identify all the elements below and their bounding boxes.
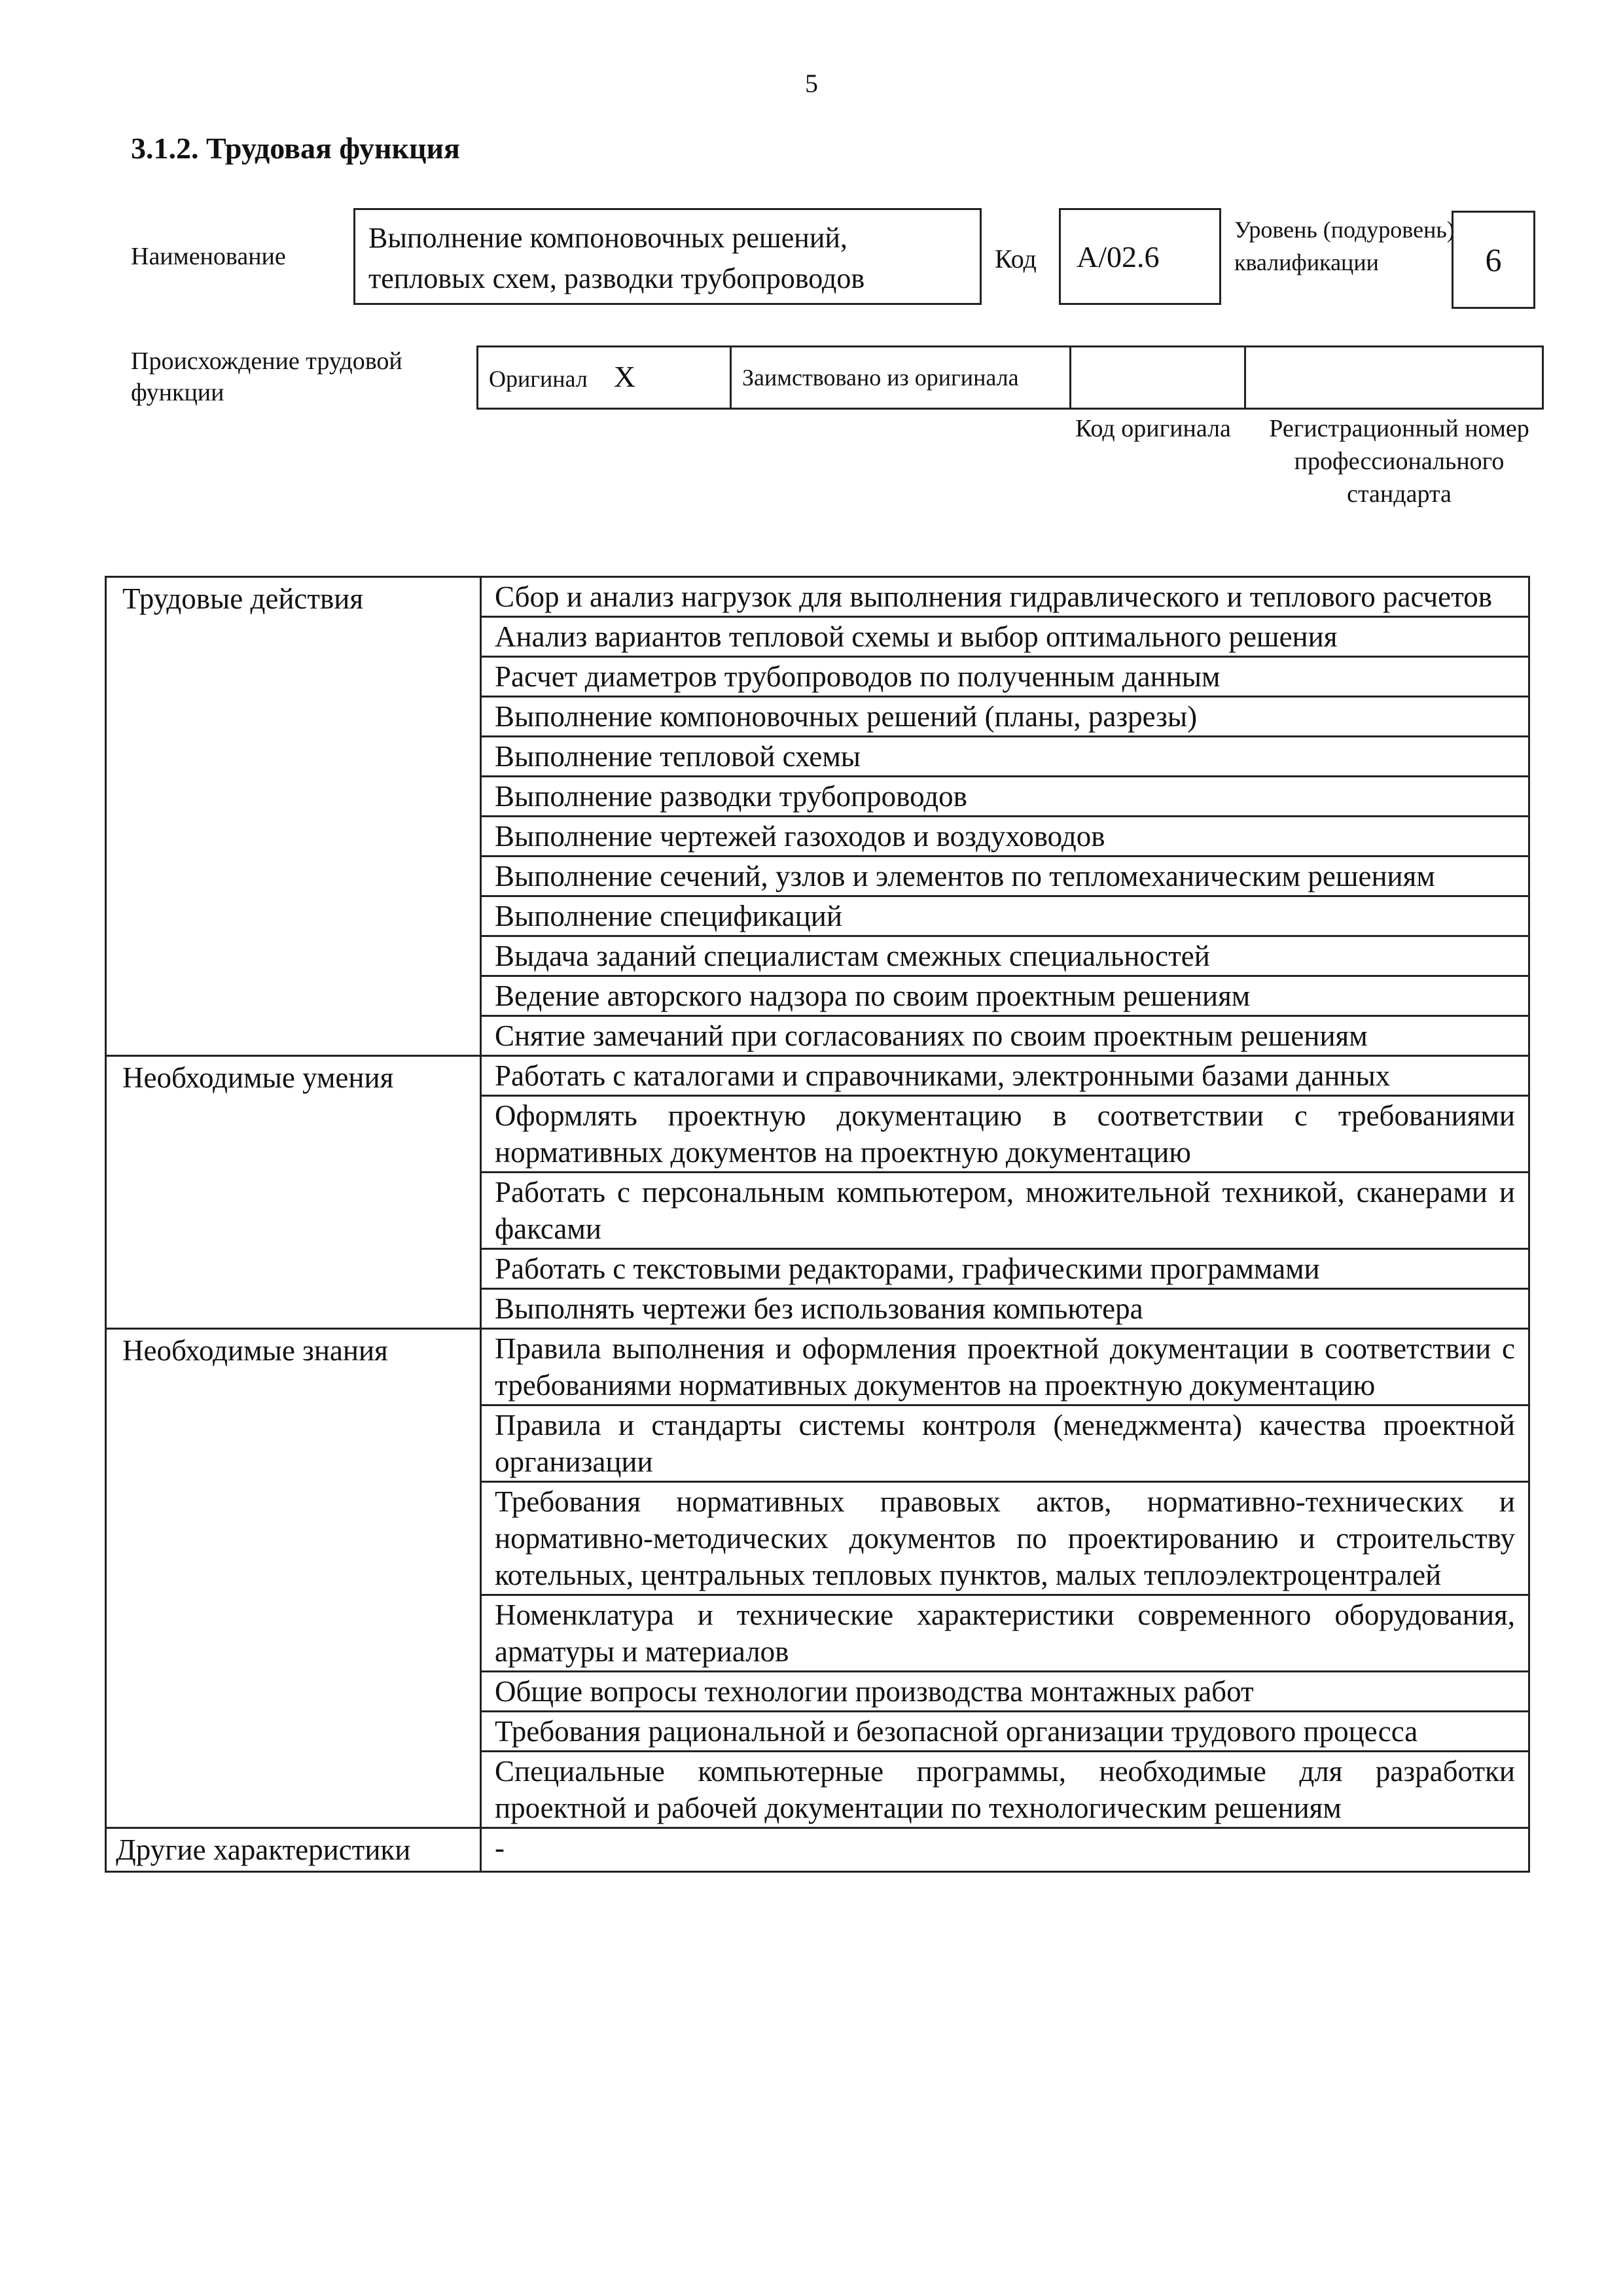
table-cell: Выполнение разводки трубопроводов — [481, 777, 1529, 817]
table-cell: Правила выполнения и оформления проектной документации в соответствии с требованиями нормативных документов на проектную документацию — [481, 1329, 1529, 1405]
required-knowledge-label: Необходимые знания — [106, 1329, 481, 1828]
table-cell: Номенклатура и технические характеристики современного оборудования, арматуры и материалов — [481, 1595, 1529, 1672]
table-cell: Снятие замечаний при согласованиях по своим проектным решениям — [481, 1016, 1529, 1056]
table-cell: Оформлять проектную документацию в соответствии с требованиями нормативных документов на проектную документацию — [481, 1096, 1529, 1173]
qualification-level-label: Уровень (подуровень) квалификации — [1234, 217, 1455, 275]
name-label: Наименование — [131, 243, 286, 270]
original-label: Оригинал — [489, 365, 588, 392]
table-cell: Выполнение сечений, узлов и элементов по тепломеханическим решениям — [481, 857, 1529, 896]
origin-table — [476, 345, 1544, 410]
table-cell: Требования рациональной и безопасной организации трудового процесса — [481, 1712, 1529, 1752]
table-cell: Выполнение чертежей газоходов и воздуховодов — [481, 817, 1529, 857]
section-title: 3.1.2. Трудовая функция — [131, 132, 460, 165]
table-cell: Выполнять чертежи без использования компьютера — [481, 1289, 1529, 1329]
original-mark: Х — [613, 359, 636, 393]
labor-actions-label: Трудовые действия — [106, 577, 481, 1056]
required-skills-label: Необходимые умения — [106, 1056, 481, 1329]
borrowed-cell: Заимствовано из оригинала — [731, 347, 1071, 409]
registration-number-cell — [1245, 347, 1543, 409]
registration-number-caption: Регистрационный номер профессионального стандарта — [1269, 415, 1529, 508]
origin-label: Происхождение трудовой функции — [131, 347, 402, 406]
table-cell: Общие вопросы технологии производства монтажных работ — [481, 1672, 1529, 1712]
table-row — [106, 1329, 1529, 1405]
qualification-level-box: 6 — [1452, 211, 1535, 309]
table-cell: Ведение авторского надзора по своим проектным решениям — [481, 976, 1529, 1016]
table-row — [106, 577, 1529, 617]
page-number: 5 — [805, 69, 818, 98]
other-characteristics-label: Другие характеристики — [106, 1828, 481, 1872]
function-details-table — [105, 576, 1530, 1873]
table-cell: Работать с персональным компьютером, множительной техникой, сканерами и факсами — [481, 1173, 1529, 1249]
original-code-cell — [1071, 347, 1245, 409]
function-name-box: Выполнение компоновочных решений, тепловых схем, разводки трубопроводов — [353, 208, 982, 305]
original-code-caption: Код оригинала — [1075, 415, 1231, 442]
table-cell: Выполнение компоновочных решений (планы, разрезы) — [481, 697, 1529, 737]
table-cell: Анализ вариантов тепловой схемы и выбор оптимального решения — [481, 617, 1529, 657]
table-cell: Выполнение тепловой схемы — [481, 737, 1529, 777]
table-row — [106, 1056, 1529, 1096]
table-cell: Работать с каталогами и справочниками, электронными базами данных — [481, 1056, 1529, 1096]
table-cell: Выполнение спецификаций — [481, 896, 1529, 936]
code-label: Код — [995, 244, 1037, 274]
table-cell: Расчет диаметров трубопроводов по полученным данным — [481, 657, 1529, 697]
original-cell — [478, 347, 731, 409]
table-cell: Правила и стандарты системы контроля (менеджмента) качества проектной организации — [481, 1405, 1529, 1482]
table-cell: Выдача заданий специалистам смежных специальностей — [481, 936, 1529, 976]
table-cell: Работать с текстовыми редакторами, графическими программами — [481, 1249, 1529, 1289]
function-code-box: А/02.6 — [1059, 208, 1221, 305]
other-characteristics-value: - — [481, 1828, 1529, 1872]
table-cell: Требования нормативных правовых актов, нормативно-технических и нормативно-методических документов по проектированию и строительству котельных, центральных тепловых пунктов, малых теплоэлектроцентралей — [481, 1482, 1529, 1595]
table-row — [106, 1828, 1529, 1872]
table-cell: Специальные компьютерные программы, необходимые для разработки проектной и рабочей документации по технологическим решениям — [481, 1752, 1529, 1828]
table-cell: Сбор и анализ нагрузок для выполнения гидравлического и теплового расчетов — [481, 577, 1529, 617]
